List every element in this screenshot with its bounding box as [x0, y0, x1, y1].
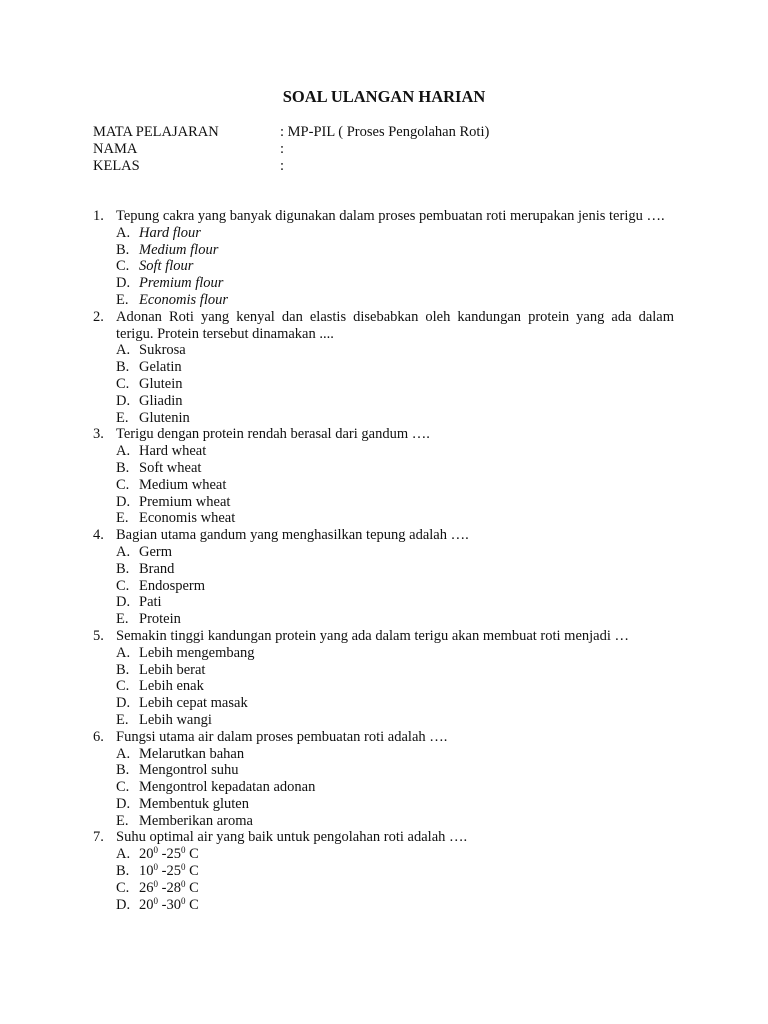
temp-unit: C [185, 863, 199, 880]
option-letter: E. [116, 510, 129, 527]
option-letter: C. [116, 879, 130, 896]
option-d [116, 275, 674, 292]
option-text: Hard wheat [139, 443, 207, 460]
option-letter: B. [116, 560, 130, 577]
option-d [116, 594, 674, 611]
option-letter: C. [116, 476, 130, 493]
option-letter: B. [116, 241, 130, 258]
option-text: Lebih cepat masak [139, 695, 248, 712]
option-b [116, 242, 674, 259]
option-c [116, 376, 674, 393]
subject-label: MATA PELAJARAN [93, 124, 219, 140]
option-d [116, 796, 674, 813]
temp-to: 28 [166, 879, 181, 896]
option-e [116, 410, 674, 427]
option-letter: C. [116, 577, 130, 594]
option-b [116, 863, 674, 880]
option-letter: B. [116, 359, 130, 376]
temp-dash: - [158, 863, 167, 880]
option-text: Memberikan aroma [139, 812, 253, 829]
option-letter: D. [116, 493, 131, 510]
option-letter: C. [116, 375, 130, 392]
question-list [93, 208, 674, 913]
option-text: Medium wheat [139, 476, 227, 493]
option-text: Sukrosa [139, 342, 186, 359]
subject-value: : MP-PIL ( Proses Pengolahan Roti) [280, 124, 490, 140]
option-a [116, 746, 674, 763]
option-text: Gliadin [139, 392, 183, 409]
option-letter: A. [116, 745, 131, 762]
question-text: Semakin tinggi kandungan protein yang ada dalam terigu akan membuat roti menjadi … [116, 627, 630, 644]
option-letter: E. [116, 611, 129, 628]
option-text: Mengontrol kepadatan adonan [139, 779, 316, 796]
option-e [116, 813, 674, 830]
option-c [116, 258, 674, 275]
option-b [116, 762, 674, 779]
option-c [116, 678, 674, 695]
question-text: Bagian utama gandum yang menghasilkan tepung adalah …. [116, 527, 469, 544]
degree-sup: 0 [180, 862, 186, 873]
option-letter: A. [116, 846, 131, 863]
question-4 [93, 527, 674, 628]
option-b [116, 662, 674, 679]
temp-dash: - [158, 879, 167, 896]
option-letter: A. [116, 443, 131, 460]
question-number: 1. [93, 208, 104, 224]
option-e [116, 611, 674, 628]
degree-sup: 0 [153, 862, 158, 873]
temperature-range [139, 880, 199, 897]
option-letter: C. [116, 779, 130, 796]
option-text: Premium wheat [139, 493, 231, 510]
option-letter: E. [116, 711, 129, 728]
question-number: 6. [93, 728, 104, 745]
option-a [116, 225, 674, 242]
temp-from: 20 [139, 896, 154, 913]
option-text: Germ [139, 543, 173, 560]
option-text: Soft wheat [139, 459, 202, 476]
option-text: Lebih berat [139, 661, 206, 678]
temp-to: 25 [166, 863, 181, 880]
option-a [116, 645, 674, 662]
option-text: Membentuk gluten [139, 795, 249, 812]
class-label: KELAS [93, 157, 140, 174]
temp-unit: C [185, 896, 199, 913]
temp-to: 30 [166, 896, 181, 913]
subject-row [93, 124, 489, 141]
option-text: Glutenin [139, 409, 190, 426]
option-text: Gelatin [139, 359, 182, 376]
page-title: SOAL ULANGAN HARIAN [282, 87, 486, 106]
option-letter: C. [116, 678, 130, 695]
question-text: Terigu dengan protein rendah berasal dari gandum …. [116, 426, 430, 443]
option-letter: E. [116, 812, 129, 829]
option-d [116, 695, 674, 712]
question-3 [93, 426, 674, 527]
temperature-range [139, 846, 199, 863]
question-text: Suhu optimal air yang baik untuk pengolahan roti adalah …. [116, 829, 468, 846]
option-d [116, 393, 674, 410]
option-a [116, 342, 674, 359]
temp-to: 25 [166, 846, 181, 863]
option-d [116, 494, 674, 511]
option-letter: B. [116, 863, 130, 880]
temperature-range [139, 897, 199, 914]
option-text: Pati [139, 594, 162, 611]
temp-from: 10 [139, 863, 154, 880]
option-d [116, 897, 674, 914]
question-text: Fungsi utama air dalam proses pembuatan roti adalah …. [116, 728, 448, 745]
question-number: 7. [93, 829, 104, 846]
option-letter: C. [116, 258, 130, 275]
option-text: Mengontrol suhu [139, 762, 239, 779]
class-row [93, 158, 489, 175]
degree-sup: 0 [180, 895, 186, 906]
temp-unit: C [185, 879, 199, 896]
option-letter: D. [116, 392, 131, 409]
option-text: Melarutkan bahan [139, 745, 245, 762]
option-a [116, 443, 674, 460]
option-c [116, 880, 674, 897]
temp-from: 26 [139, 879, 154, 896]
option-c [116, 779, 674, 796]
option-letter: D. [116, 275, 131, 292]
temp-unit: C [185, 846, 199, 863]
option-text: Medium flour [139, 241, 219, 258]
option-b [116, 460, 674, 477]
option-letter: D. [116, 695, 131, 712]
question-text: Tepung cakra yang banyak digunakan dalam proses pembuatan roti merupakan jenis terigu …. [116, 208, 665, 224]
option-letter: B. [116, 661, 130, 678]
name-label: NAMA [93, 140, 138, 157]
temp-dash: - [158, 846, 167, 863]
option-text: Soft flour [139, 258, 194, 275]
option-text: Economis flour [139, 291, 229, 308]
degree-sup: 0 [153, 845, 158, 856]
option-letter: D. [116, 896, 131, 913]
option-text: Protein [139, 611, 181, 628]
option-letter: B. [116, 762, 130, 779]
option-text: Premium flour [139, 275, 224, 292]
option-text: Economis wheat [139, 510, 236, 527]
option-e [116, 510, 674, 527]
option-text: Glutein [139, 375, 183, 392]
option-b [116, 359, 674, 376]
question-number: 4. [93, 527, 104, 544]
option-text: Brand [139, 560, 175, 577]
name-value: : [280, 140, 285, 157]
temp-from: 20 [139, 846, 154, 863]
option-text: Hard flour [139, 224, 201, 241]
option-letter: E. [116, 409, 129, 426]
option-c [116, 578, 674, 595]
option-letter: D. [116, 795, 131, 812]
option-letter: A. [116, 644, 131, 661]
question-number: 2. [93, 308, 104, 325]
question-number: 5. [93, 627, 104, 644]
option-letter: A. [116, 543, 131, 560]
degree-sup: 0 [153, 895, 158, 906]
question-6 [93, 729, 674, 830]
temp-dash: - [158, 896, 167, 913]
temperature-range [139, 863, 199, 880]
option-text: Lebih enak [139, 678, 204, 695]
question-text: Adonan Roti yang kenyal dan elastis disebabkan oleh kandungan protein yang ada dalam terigu. Protein tersebut dinamakan .... [116, 308, 674, 342]
option-a [116, 544, 674, 561]
question-7 [93, 829, 674, 913]
option-text: Endosperm [139, 577, 206, 594]
name-row [93, 141, 489, 158]
option-a [116, 846, 674, 863]
option-text: Lebih wangi [139, 711, 212, 728]
question-1 [93, 208, 674, 309]
class-value: : [280, 157, 285, 174]
option-e [116, 712, 674, 729]
degree-sup: 0 [180, 878, 186, 889]
degree-sup: 0 [180, 845, 186, 856]
option-e [116, 292, 674, 309]
question-5 [93, 628, 674, 729]
option-b [116, 561, 674, 578]
question-number: 3. [93, 426, 104, 443]
question-2 [93, 309, 674, 427]
option-letter: D. [116, 594, 131, 611]
degree-sup: 0 [153, 878, 158, 889]
option-text: Lebih mengembang [139, 644, 255, 661]
option-c [116, 477, 674, 494]
header-info [93, 124, 489, 174]
option-letter: A. [116, 224, 131, 241]
option-letter: B. [116, 459, 130, 476]
option-letter: A. [116, 342, 131, 359]
option-letter: E. [116, 291, 129, 308]
